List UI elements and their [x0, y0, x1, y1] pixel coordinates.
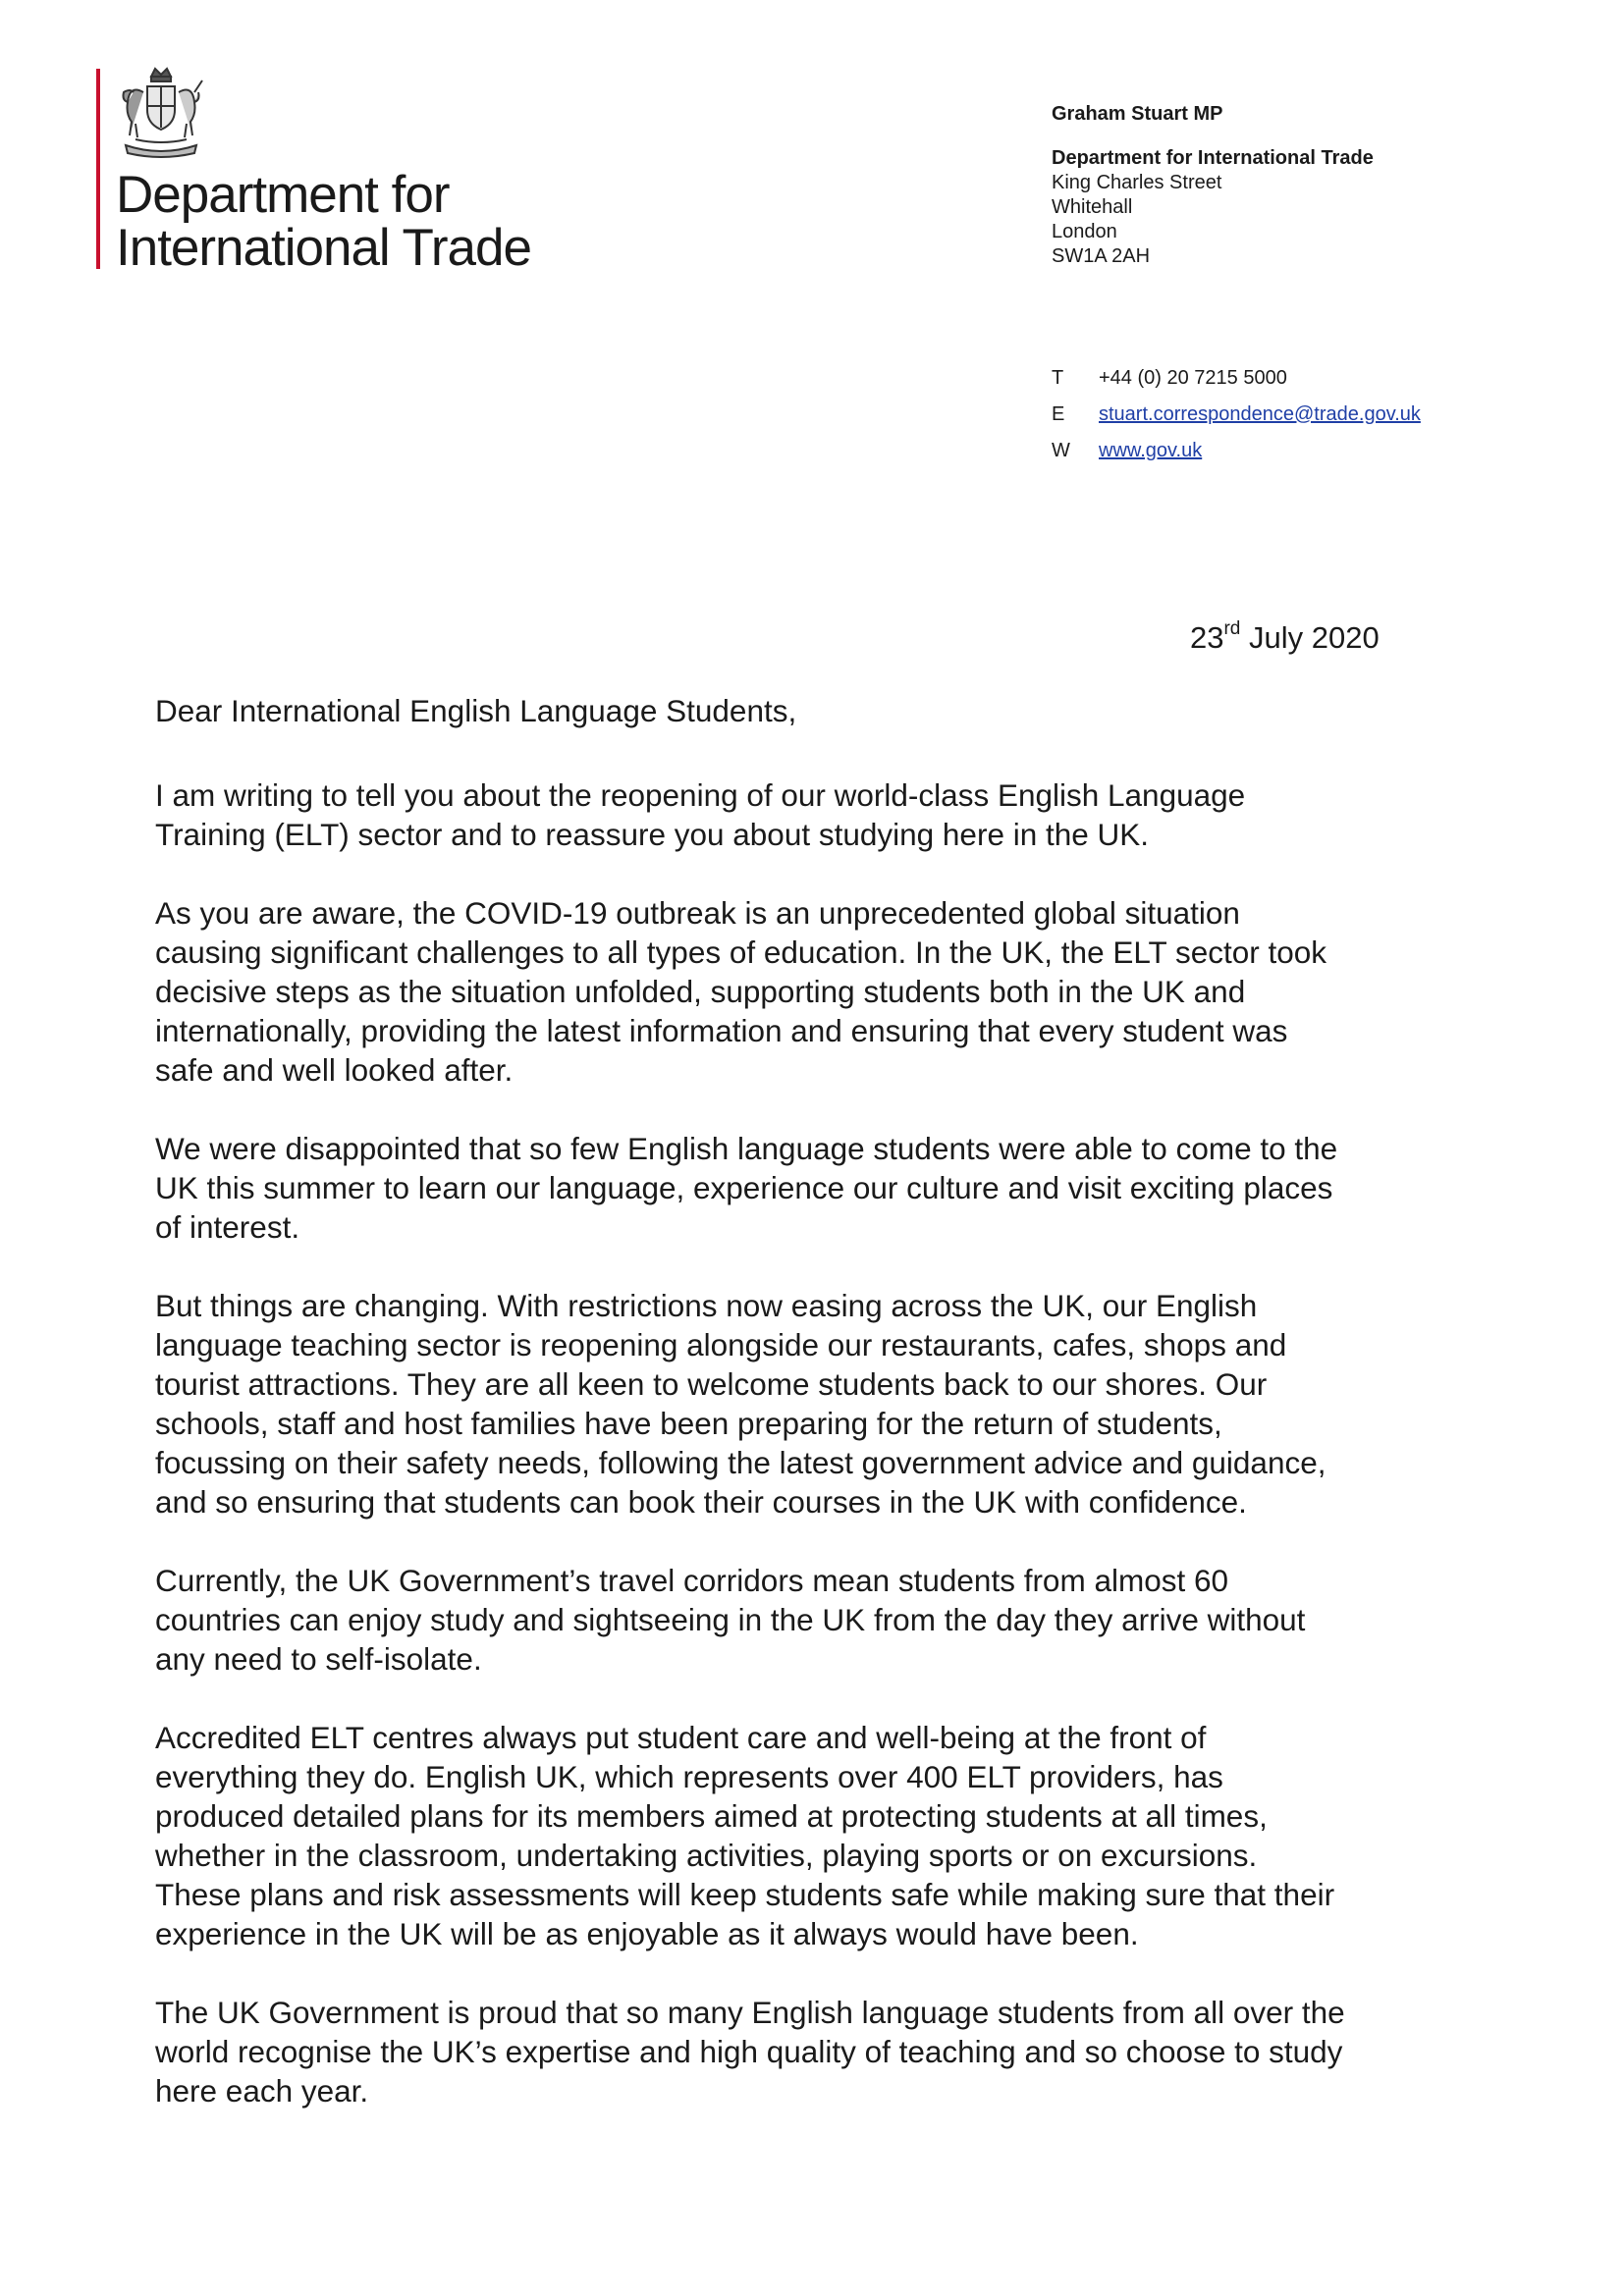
letter-date: [1190, 617, 1380, 656]
paragraph-line: Training (ELT) sector and to reassure you about studying here in the UK.: [155, 817, 1150, 852]
paragraph-line: focussing on their safety needs, following the latest government advice and guidance,: [155, 1445, 1326, 1480]
date-rest: July 2020: [1240, 620, 1380, 655]
paragraph-line: everything they do. English UK, which represents over 400 ELT providers, has: [155, 1759, 1223, 1794]
paragraph-line: I am writing to tell you about the reopening of our world-class English Language: [155, 777, 1246, 813]
website-link[interactable]: www.gov.uk: [1099, 440, 1203, 461]
telephone-number: +44 (0) 20 7215 5000: [1099, 367, 1287, 389]
department-name-line-2: International Trade: [116, 219, 531, 277]
contact-key: T: [1052, 367, 1064, 389]
email-link[interactable]: stuart.correspondence@trade.gov.uk: [1099, 403, 1421, 425]
paragraph-line: world recognise the UK’s expertise and high quality of teaching and so choose to study: [155, 2034, 1343, 2069]
letter-paragraphs: [155, 775, 1530, 2110]
letter-paragraph: [155, 1718, 1530, 1953]
paragraph-line: causing significant challenges to all types of education. In the UK, the ELT sector took: [155, 934, 1327, 970]
paragraph-line: As you are aware, the COVID-19 outbreak is an unprecedented global situation: [155, 895, 1240, 931]
paragraph-line: here each year.: [155, 2073, 369, 2109]
paragraph-line: language teaching sector is reopening alongside our restaurants, cafes, shops and: [155, 1327, 1287, 1362]
contact-row-telephone: [1052, 367, 1421, 403]
paragraph-line: produced detailed plans for its members aimed at protecting students at all times,: [155, 1798, 1268, 1834]
salutation: Dear International English Language Students,: [155, 693, 797, 728]
paragraph-line: But things are changing. With restrictions now easing across the UK, our English: [155, 1288, 1258, 1323]
sender-name: Graham Stuart MP: [1052, 103, 1223, 125]
department-name: [116, 166, 531, 277]
address-line: London: [1052, 221, 1117, 242]
brand-rule: [96, 69, 100, 269]
letter-body: [155, 691, 1530, 2150]
paragraph-line: internationally, providing the latest information and ensuring that every student was: [155, 1013, 1288, 1048]
address-line: King Charles Street: [1052, 172, 1222, 193]
paragraph-line: whether in the classroom, undertaking activities, playing sports or on excursions.: [155, 1838, 1258, 1873]
letter-paragraph: [155, 1129, 1530, 1247]
paragraph-line: We were disappointed that so few English language students were able to come to the: [155, 1131, 1338, 1166]
paragraph-line: experience in the UK will be as enjoyable as it always would have been.: [155, 1916, 1139, 1951]
paragraph-line: schools, staff and host families have been preparing for the return of students,: [155, 1406, 1222, 1441]
paragraph-line: any need to self-isolate.: [155, 1641, 482, 1677]
department-name-line-1: Department for: [116, 166, 450, 224]
letter-paragraph: [155, 1561, 1530, 1679]
paragraph-line: decisive steps as the situation unfolded, supporting students both in the UK and: [155, 974, 1246, 1009]
contact-row-email: [1052, 403, 1421, 440]
contact-key: E: [1052, 403, 1065, 425]
paragraph-line: Accredited ELT centres always put student care and well-being at the front of: [155, 1720, 1207, 1755]
contact-block: [1052, 367, 1421, 476]
address-line: Whitehall: [1052, 196, 1133, 218]
paragraph-line: tourist attractions. They are all keen to welcome students back to our shores. Our: [155, 1366, 1268, 1402]
paragraph-line: UK this summer to learn our language, experience our culture and visit exciting places: [155, 1170, 1333, 1205]
paragraph-line: These plans and risk assessments will keep students safe while making sure that their: [155, 1877, 1335, 1912]
paragraph-line: countries can enjoy study and sightseeing in the UK from the day they arrive without: [155, 1602, 1306, 1637]
letter-paragraph: [155, 893, 1530, 1090]
letter-paragraph: [155, 775, 1530, 854]
contact-key: W: [1052, 440, 1070, 461]
letter-paragraph: [155, 1286, 1530, 1522]
date-suffix: rd: [1223, 617, 1241, 639]
date-day: 23: [1190, 620, 1224, 655]
paragraph-line: The UK Government is proud that so many English language students from all over the: [155, 1995, 1345, 2030]
paragraph-line: and so ensuring that students can book their courses in the UK with confidence.: [155, 1484, 1247, 1520]
sender-department: Department for International Trade: [1052, 147, 1374, 169]
paragraph-line: Currently, the UK Government’s travel corridors mean students from almost 60: [155, 1563, 1229, 1598]
paragraph-line: of interest.: [155, 1209, 300, 1245]
royal-coat-of-arms-icon: [116, 63, 206, 161]
contact-row-website: [1052, 440, 1421, 476]
paragraph-line: safe and well looked after.: [155, 1052, 514, 1088]
letter-paragraph: [155, 1993, 1530, 2110]
address-line: SW1A 2AH: [1052, 245, 1151, 267]
sender-block: [1052, 102, 1374, 269]
